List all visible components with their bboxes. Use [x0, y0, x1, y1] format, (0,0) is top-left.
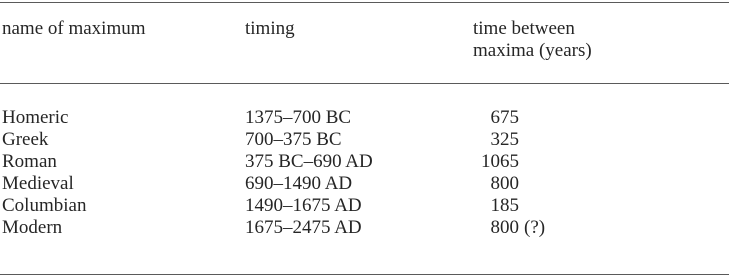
row-timing: 375 BC–690 AD: [245, 151, 373, 172]
row-timing: 1675–2475 AD: [245, 217, 362, 238]
row-name: Homeric: [2, 107, 69, 128]
row-name: Columbian: [2, 195, 87, 216]
table-row: [0, 217, 729, 239]
row-timing: 690–1490 AD: [245, 173, 353, 194]
header-timing: timing: [245, 18, 295, 39]
row-note: (?): [524, 217, 546, 238]
row-name: Roman: [2, 151, 57, 172]
table-header-rule: [0, 83, 729, 84]
table-row: [0, 173, 729, 195]
row-timing: 700–375 BC: [245, 129, 342, 150]
row-name: Greek: [2, 129, 49, 150]
row-gap: 800 (?): [490, 217, 546, 238]
row-name: Modern: [2, 217, 63, 238]
row-timing: 1490–1675 AD: [245, 195, 362, 216]
row-gap: 1065: [481, 151, 519, 172]
header-name-of-maximum: name of maximum: [2, 18, 146, 39]
table-row: [0, 195, 729, 217]
table-top-rule: [0, 2, 729, 3]
row-timing: 1375–700 BC: [245, 107, 352, 128]
table-bottom-rule: [0, 274, 729, 275]
row-gap: 800: [490, 173, 519, 194]
header-time-between: time between: [473, 18, 575, 39]
row-gap: 185: [490, 195, 519, 216]
table-row: [0, 129, 729, 151]
table-row: [0, 151, 729, 173]
row-name: Medieval: [2, 173, 74, 194]
row-gap: 325: [490, 129, 519, 150]
row-gap: 675: [490, 107, 519, 128]
header-maxima-years: maxima (years): [473, 40, 592, 61]
table-row: [0, 107, 729, 129]
